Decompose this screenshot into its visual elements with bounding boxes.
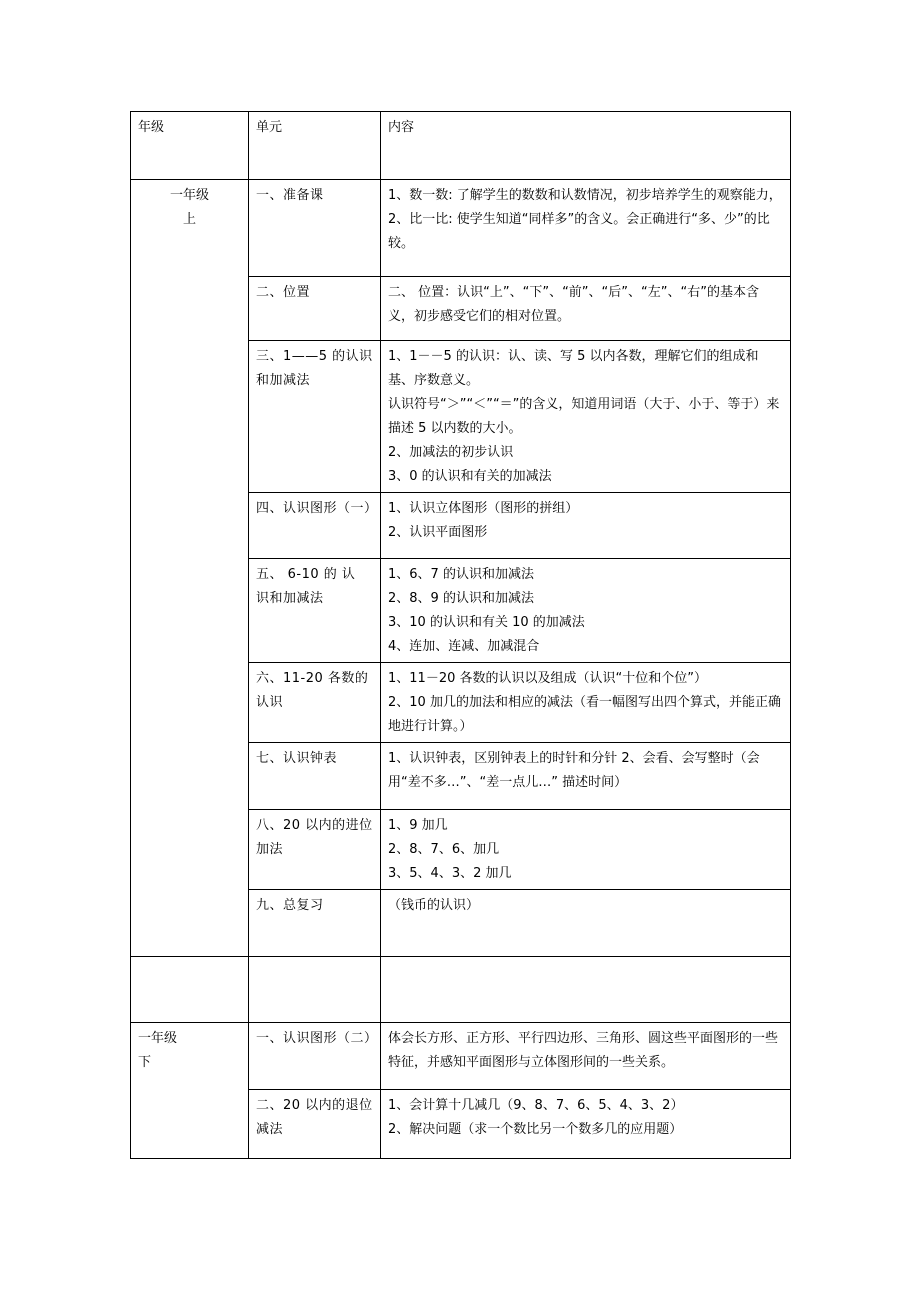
- grade-label: 一年级: [169, 188, 209, 203]
- grade-label: 一年级: [138, 1031, 178, 1046]
- table-row: [131, 180, 791, 277]
- header-content: 内容: [381, 112, 791, 180]
- content-line: 2、加减法的初步认识: [388, 445, 514, 460]
- unit-cell: 九、总复习: [249, 890, 381, 957]
- content-line: 2、8、9 的认识和加减法: [388, 591, 534, 606]
- empty-cell: [381, 957, 791, 1023]
- content-cell: [381, 1090, 791, 1159]
- content-line: 1、认识钟表，区别钟表上的时针和分针 2、会看、会写整时（会用“差不多…”、“差一点儿…” 描述时间）: [388, 751, 760, 790]
- content-line: 1、认识立体图形（图形的拼组）: [388, 501, 579, 516]
- content-line: （钱币的认识）: [388, 898, 480, 913]
- content-cell: [381, 180, 791, 277]
- content-line: 1、11－20 各数的认识以及组成（认识“十位和个位”）: [388, 671, 707, 686]
- syllabus-table: [130, 111, 791, 1159]
- grade-cell-lower: [131, 1023, 249, 1159]
- content-line: 2、解决问题（求一个数比另一个数多几的应用题）: [388, 1122, 683, 1137]
- header-row: [131, 112, 791, 180]
- content-cell: [381, 493, 791, 559]
- content-cell: [381, 277, 791, 341]
- empty-cell: [249, 957, 381, 1023]
- content-line: 3、5、4、3、2 加几: [388, 866, 512, 881]
- unit-cell: 八、20 以内的进位加法: [249, 810, 381, 890]
- content-line: 2、认识平面图形: [388, 525, 488, 540]
- content-cell: [381, 743, 791, 810]
- spacer-row: [131, 957, 791, 1023]
- content-line: 认识符号“＞”“＜”“＝”的含义，知道用词语（大于、小于、等于）来描述 5 以内数的大小。: [388, 397, 780, 436]
- unit-cell: 四、认识图形（一）: [249, 493, 381, 559]
- header-unit: 单元: [249, 112, 381, 180]
- content-cell: [381, 341, 791, 493]
- unit-cell: 一、准备课: [249, 180, 381, 277]
- grade-term: 下: [138, 1055, 152, 1070]
- empty-cell: [131, 957, 249, 1023]
- unit-cell: 二、20 以内的退位减法: [249, 1090, 381, 1159]
- content-line: 2、8、7、6、加几: [388, 842, 500, 857]
- grade-term: 上: [182, 212, 196, 227]
- grade-cell-upper: [131, 180, 249, 957]
- content-line: 3、0 的认识和有关的加减法: [388, 469, 552, 484]
- content-cell: [381, 810, 791, 890]
- table-row: [131, 1023, 791, 1090]
- unit-cell: 七、认识钟表: [249, 743, 381, 810]
- unit-cell: 五、 6-10 的 认 识和加减法: [249, 559, 381, 663]
- content-line: 1、1－－5 的认识：认、读、写 5 以内各数，理解它们的组成和基、序数意义。: [388, 349, 759, 388]
- header-grade: 年级: [131, 112, 249, 180]
- unit-cell: 二、位置: [249, 277, 381, 341]
- content-line: 二、 位置：认识“上”、“下”、“前”、“后”、“左”、“右”的基本含义，初步感受它们的相对位置。: [388, 285, 759, 324]
- content-line: 3、10 的认识和有关 10 的加减法: [388, 615, 585, 630]
- content-line: 1、数一数: 了解学生的数数和认数情况，初步培养学生的观察能力，: [388, 188, 782, 203]
- unit-cell: 六、11-20 各数的认识: [249, 663, 381, 743]
- content-line: 4、连加、连减、加减混合: [388, 639, 540, 654]
- content-line: 1、6、7 的认识和加减法: [388, 567, 534, 582]
- content-cell: [381, 890, 791, 957]
- unit-cell: 一、认识图形（二）: [249, 1023, 381, 1090]
- content-cell: [381, 663, 791, 743]
- content-line: 2、比一比: 使学生知道“同样多”的含义。会正确进行“多、少”的比较。: [388, 212, 770, 251]
- content-line: 1、9 加几: [388, 818, 448, 833]
- content-cell: [381, 1023, 791, 1090]
- unit-cell: 三、1——5 的认识和加减法: [249, 341, 381, 493]
- content-line: 1、会计算十几减几（9、8、7、6、5、4、3、2）: [388, 1098, 684, 1113]
- content-line: 体会长方形、正方形、平行四边形、三角形、圆这些平面图形的一些特征，并感知平面图形与立体图形间的一些关系。: [388, 1031, 779, 1070]
- content-line: 2、10 加几的加法和相应的减法（看一幅图写出四个算式，并能正确地进行计算。）: [388, 695, 781, 734]
- content-cell: [381, 559, 791, 663]
